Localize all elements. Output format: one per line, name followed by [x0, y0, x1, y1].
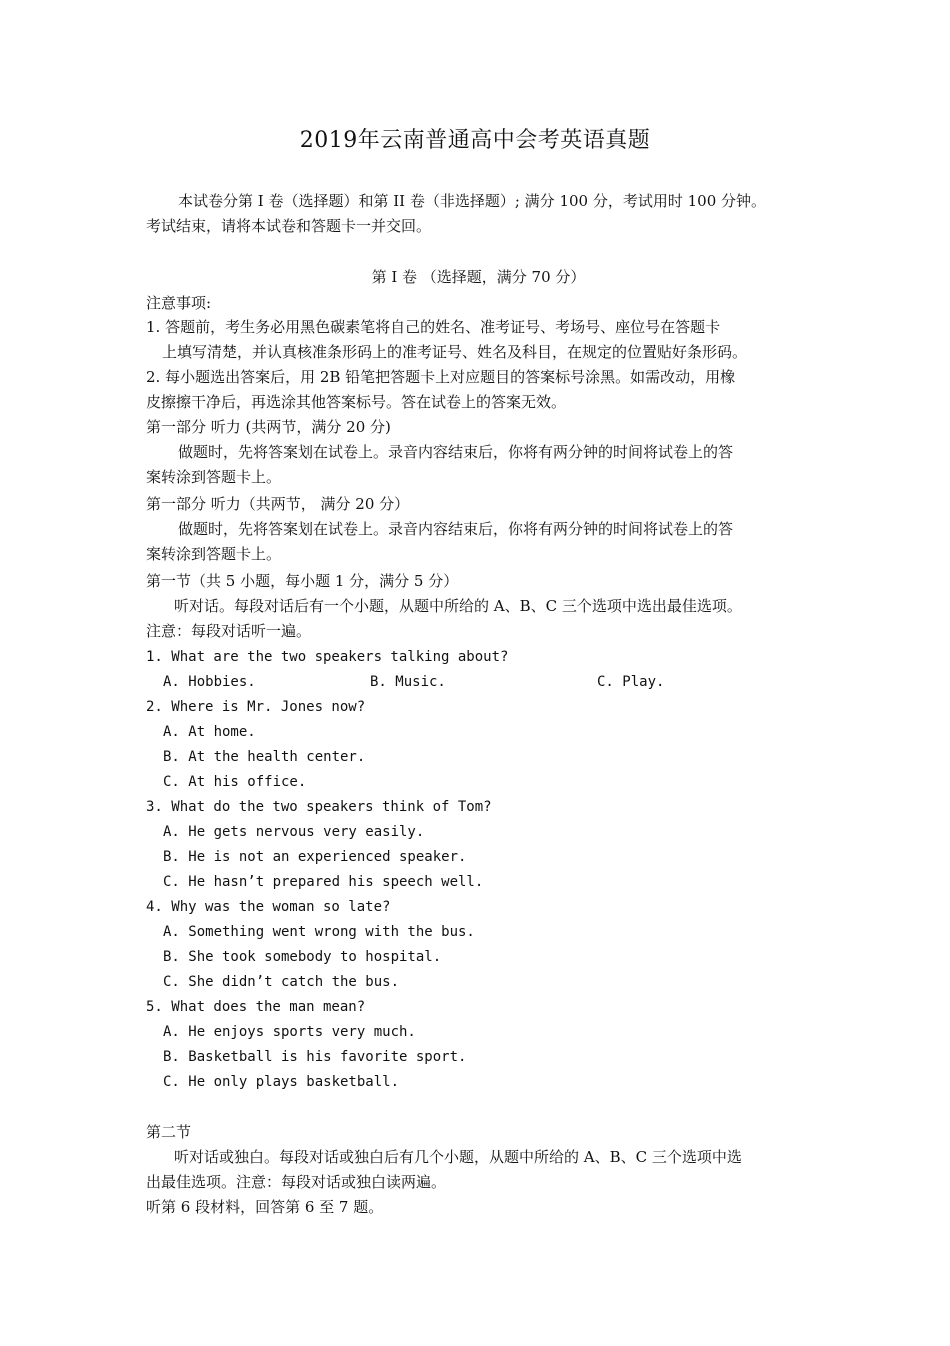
- question-5-option-b: B. Basketball is his favorite sport.: [163, 1049, 467, 1065]
- question-4-option-c: C. She didn’t catch the bus.: [163, 974, 400, 990]
- notes-heading: 注意事项:: [146, 294, 212, 312]
- listening-heading-a: 第一部分 听力 (共两节，满分 20 分): [146, 418, 391, 436]
- question-5-option-a: A. He enjoys sports very much.: [163, 1024, 416, 1040]
- listening-instr-a-line-2: 案转涂到答题卡上。: [146, 468, 282, 486]
- section2-instr-line-2: 出最佳选项。注意：每段对话或独白读两遍。: [146, 1173, 447, 1191]
- question-2-option-b: B. At the health center.: [163, 749, 366, 765]
- question-1: 1. What are the two speakers talking about?: [146, 649, 509, 665]
- listening-instr-b-line-2: 案转涂到答题卡上。: [146, 545, 282, 563]
- question-2-option-c: C. At his office.: [163, 774, 307, 790]
- question-4: 4. Why was the woman so late?: [146, 899, 391, 915]
- note-item-1-line-2: 上填写清楚，并认真核准条形码上的准考证号、姓名及科目，在规定的位置贴好条形码。: [162, 343, 748, 361]
- section2-instr-line-1: 听对话或独白。每段对话或独白后有几个小题，从题中所给的 A、B、C 三个选项中选: [174, 1148, 742, 1166]
- question-5: 5. What does the man mean?: [146, 999, 366, 1015]
- listening-instr-b-line-1: 做题时，先将答案划在试卷上。录音内容结束后，你将有两分钟的时间将试卷上的答: [178, 520, 734, 538]
- question-4-option-a: A. Something went wrong with the bus.: [163, 924, 475, 940]
- question-2: 2. Where is Mr. Jones now?: [146, 699, 366, 715]
- section1-heading: 第一节（共 5 小题，每小题 1 分，满分 5 分）: [146, 572, 459, 590]
- intro-line-2: 考试结束，请将本试卷和答题卡一并交回。: [146, 217, 432, 235]
- section1-note: 注意：每段对话听一遍。: [146, 622, 312, 640]
- section2-material: 听第 6 段材料，回答第 6 至 7 题。: [146, 1198, 384, 1216]
- note-item-2-line-2: 皮擦擦干净后，再选涂其他答案标号。答在试卷上的答案无效。: [146, 393, 567, 411]
- question-1-option-a: A. Hobbies.: [163, 674, 256, 690]
- note-item-1-line-1: 1. 答题前，考生务必用黑色碳素笔将自己的姓名、准考证号、考场号、座位号在答题卡: [146, 318, 721, 336]
- question-3: 3. What do the two speakers think of Tom?: [146, 799, 492, 815]
- listening-heading-b: 第一部分 听力（共两节， 满分 20 分）: [146, 495, 410, 513]
- section1-instruction: 听对话。每段对话后有一个小题，从题中所给的 A、B、C 三个选项中选出最佳选项。: [174, 597, 742, 615]
- question-3-option-c: C. He hasn’t prepared his speech well.: [163, 874, 484, 890]
- question-1-option-c: C. Play.: [597, 674, 665, 690]
- question-1-option-b: B. Music.: [370, 674, 446, 690]
- part1-heading: 第 I 卷 （选择题，满分 70 分）: [371, 268, 586, 286]
- question-3-option-b: B. He is not an experienced speaker.: [163, 849, 467, 865]
- page-title: 2019年云南普通高中会考英语真题: [299, 128, 651, 153]
- section2-heading: 第二节: [146, 1123, 192, 1141]
- question-5-option-c: C. He only plays basketball.: [163, 1074, 400, 1090]
- question-4-option-b: B. She took somebody to hospital.: [163, 949, 442, 965]
- note-item-2-line-1: 2. 每小题选出答案后，用 2B 铅笔把答题卡上对应题目的答案标号涂黑。如需改动，用橡: [146, 368, 736, 386]
- intro-line-1: 本试卷分第 I 卷（选择题）和第 II 卷（非选择题）; 满分 100 分，考试用时 100 分钟。: [178, 192, 767, 210]
- question-3-option-a: A. He gets nervous very easily.: [163, 824, 425, 840]
- listening-instr-a-line-1: 做题时，先将答案划在试卷上。录音内容结束后，你将有两分钟的时间将试卷上的答: [178, 443, 734, 461]
- question-2-option-a: A. At home.: [163, 724, 256, 740]
